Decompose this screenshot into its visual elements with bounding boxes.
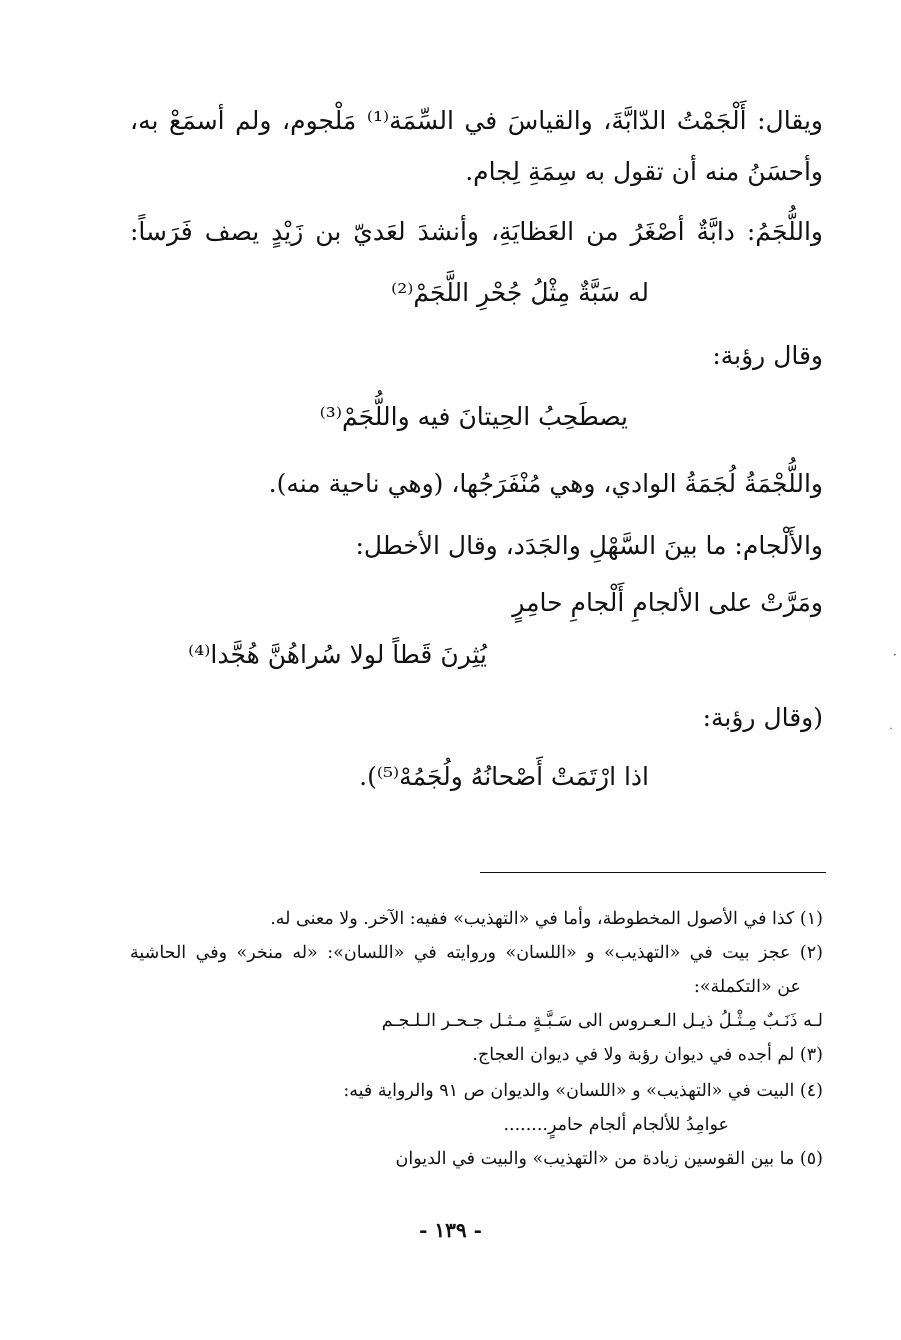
footnote-3: (٣) لم أجده في ديوان رؤبة ولا في ديوان العجاج. — [472, 1045, 823, 1065]
footnote-4: (٤) البيت في «التهذيب» و «اللسان» والديوان ص ٩١ والرواية فيه: — [343, 1081, 823, 1101]
footnote-4-verse: عوامِدُ للألجام ألجام حامرٍ........ — [503, 1115, 729, 1135]
page-number: - ١٣٩ - — [419, 1218, 482, 1242]
footnote-1: (١) كذا في الأصول المخطوطة، وأما في «التهذيب» ففيه: الآخر. ولا معنى له. — [270, 909, 823, 929]
body-line-7: (وقال رؤبة: — [702, 703, 823, 732]
verse-line-5: اذا ارْتَمَتْ أَصْحانُهُ ولُجَمُهْ⁽⁵⁾). — [359, 762, 649, 791]
body-line-4: وقال رؤبة: — [712, 341, 823, 370]
scan-speck: ˙ — [888, 726, 894, 740]
body-line-6: والأَلْجام: ما بينَ السَّهْلِ والجَدَد، وقال الأخطل: — [355, 531, 823, 560]
footnote-divider — [480, 872, 826, 873]
scan-speck: · — [893, 648, 897, 662]
footnote-2-verse: لـه ذَنَـبٌ مِـثْـلُ ذيـل الـعـروس الى سَـبَّـةٍ مـثـل جـحـر الـلـجـم — [381, 1011, 823, 1031]
body-line-5: واللُّجْمَةُ لُجَمَةُ الوادي، وهي مُنْفَرَجُها، (وهي ناحية منه). — [268, 469, 823, 498]
verse-line-4: يُثِرنَ قَطاً لولا سُراهُنَّ هُجَّدا⁽⁴⁾ — [188, 640, 487, 669]
footnote-5: (٥) ما بين القوسين زيادة من «التهذيب» والبيت في الديوان — [395, 1149, 823, 1169]
body-line-2: وأحسَنُ منه أن تقول به سِمَةِ لِجام. — [465, 157, 823, 186]
body-line-3: واللُّجَمُ: دابَّةٌ أصْغَرُ من العَظايَةِ، وأنشدَ لعَديّ بن زَيْدٍ يصف فَرَساً: — [130, 217, 823, 246]
verse-line-1: له سَبَّةٌ مِثْلُ جُحْرِ اللَّجَمْ⁽²⁾ — [391, 278, 649, 307]
body-line-1: ويقال: أَلْجَمْتُ الدّابَّةَ، والقياسَ في السِّمَة⁽¹⁾ مَلْجوم، ولم أسمَعْ به، — [130, 106, 823, 135]
footnote-2-cont: عن «التكملة»: — [693, 977, 801, 997]
verse-line-3: ومَرَّتْ على الألجامِ أَلْجامِ حامِرٍ — [512, 588, 823, 617]
verse-line-2: يصطَحِبُ الحِيتانَ فيه واللُّجَمْ⁽³⁾ — [319, 402, 628, 431]
footnote-2: (٢) عجز بيت في «التهذيب» و «اللسان» وروايته في «اللسان»: «له منخر» وفي الحاشية — [130, 943, 823, 963]
